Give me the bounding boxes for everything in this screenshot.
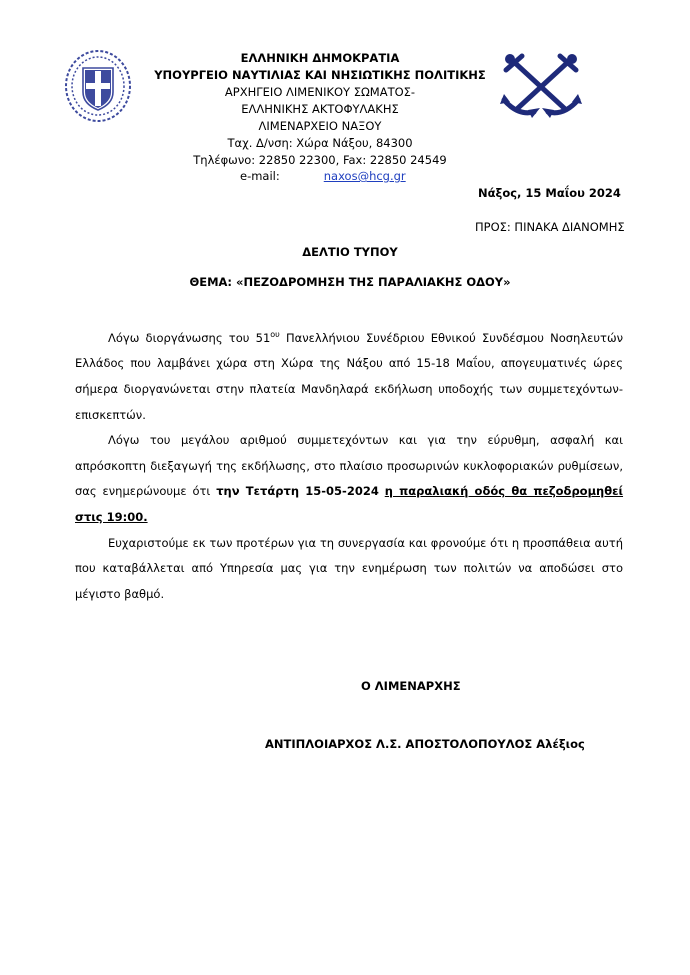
port-authority-name: ΛΙΜΕΝΑΡΧΕΙΟ ΝΑΞΟΥ: [258, 119, 382, 133]
document-type: ΔΕΛΤΙΟ ΤΥΠΟΥ: [302, 245, 398, 259]
headquarters-name: ΑΡΧΗΓΕΙΟ ΛΙΜΕΝΙΚΟΥ ΣΩΜΑΤΟΣ-: [224, 85, 416, 99]
paragraph-1: Λόγω διοργάνωσης του $51^{o\upsilon}$ Πανελλήνιου Συνέδριου Εθνικού Συνδέσμου Νοσηλευτών Ελλάδος που λαμβάνει χώρα στη Χώρα της Νάξου από 15-18 Μαΐου, απογευματινές ώρες σήμερα διοργανώνεται στην πλατεία Μανδηλαρά εκδήλωση υποδοχής των συμμετεχόντων-επισκεπτών.: [75, 330, 623, 422]
signature-name: ΑΝΤΙΠΛΟΙΑΡΧΟΣ Λ.Σ. ΑΠΟΣΤΟΛΟΠΟΥΛΟΣ Αλέξιος: [265, 737, 585, 751]
greek-coat-of-arms-icon: [63, 48, 133, 124]
document-date: Νάξος, 15 Μαΐου 2024: [478, 186, 621, 200]
ministry-name: ΥΠΟΥΡΓΕΙΟ ΝΑΥΤΙΛΙΑΣ ΚΑΙ ΝΗΣΙΩΤΙΚΗΣ ΠΟΛΙΤΙΚΗΣ: [154, 68, 486, 82]
subject-line: ΘΕΜΑ: «ΠΕΖΟΔΡΟΜΗΣΗ ΤΗΣ ΠΑΡΑΛΙΑΚΗΣ ΟΔΟΥ»: [189, 275, 511, 289]
email-label: e-mail:: [240, 169, 280, 183]
crossed-anchors-icon: [498, 52, 584, 122]
body-text: [75, 322, 623, 607]
country-name: ΕΛΛΗΝΙΚΗ ΔΗΜΟΚΡΑΤΙΑ: [240, 51, 400, 65]
recipient-line: ΠΡΟΣ: ΠΙΝΑΚΑ ΔΙΑΝΟΜΗΣ: [475, 220, 625, 234]
coast-guard-name: ΕΛΛΗΝΙΚΗΣ ΑΚΤΟΦΥΛΑΚΗΣ: [241, 102, 399, 116]
phone-fax: Τηλέφωνο: 22850 22300, Fax: 22850 24549: [193, 153, 447, 167]
email-link[interactable]: naxos@hcg.gr: [323, 169, 406, 183]
email-row: [240, 169, 406, 183]
paragraph-2: Λόγω του μεγάλου αριθμού συμμετεχόντων και για την εύρυθμη, ασφαλή και απρόσκοπτη διεξαγωγή της εκδήλωσης, στο πλαίσιο προσωρινών κυκλοφοριακών ρυθμίσεων, σας ενημερώνουμε ότι την Τετάρτη 15-05-2024 η παραλιακή οδός θα πεζοδρομηθεί στις 19:00.: [75, 433, 624, 524]
postal-address: Ταχ. Δ/νση: Χώρα Νάξου, 84300: [227, 136, 413, 150]
signature-title: Ο ΛΙΜΕΝΑΡΧΗΣ: [361, 679, 461, 693]
paragraph-3: Ευχαριστούμε εκ των προτέρων για τη συνεργασία και φρονούμε ότι η προσπάθεια αυτή που καταβάλλεται από Υπηρεσία μας για την ενημέρωση των πολιτών να αποδώσει στο μέγιστο βαθμό.: [75, 535, 623, 601]
